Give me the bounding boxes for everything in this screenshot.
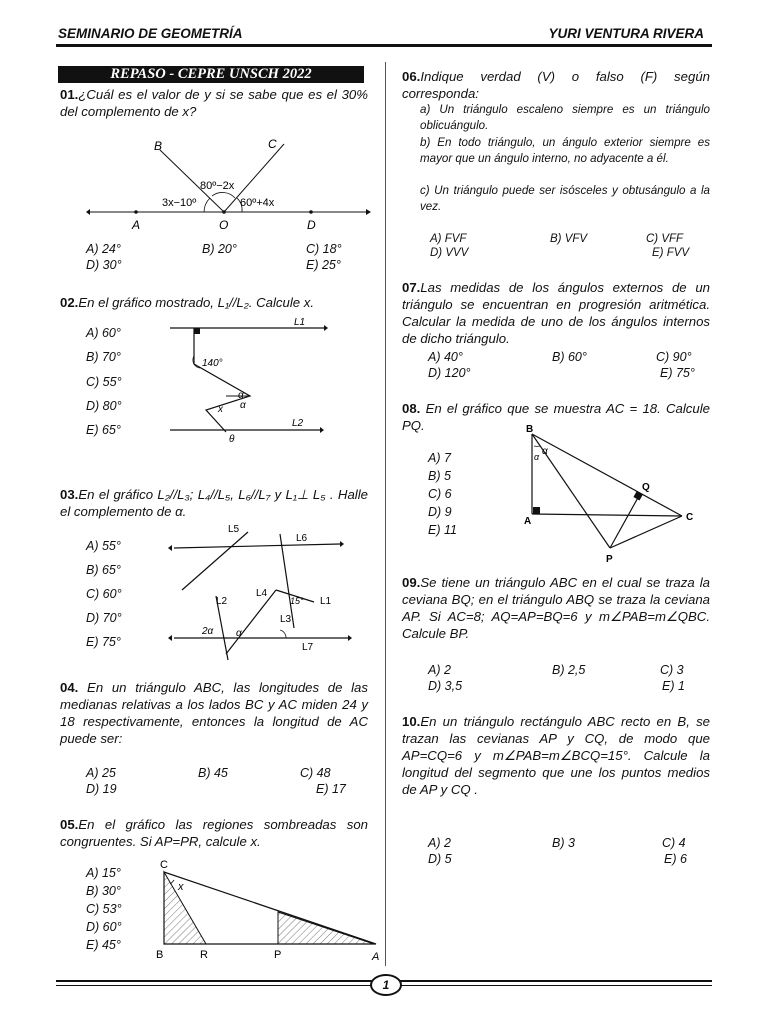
q8-side-ac — [532, 514, 682, 516]
option: D) 5 — [428, 852, 452, 866]
q5-label-b: B — [156, 949, 164, 961]
column-divider — [385, 62, 386, 966]
option: D) 19 — [86, 782, 117, 796]
question-number: 04. — [60, 680, 79, 695]
option: E) 45° — [86, 938, 121, 952]
q5-label-x: x — [178, 881, 184, 893]
question-number: 06. — [402, 69, 421, 84]
option: A) 55° — [86, 539, 121, 553]
q2-angle-140: 140° — [202, 358, 223, 369]
option: C) 6 — [428, 487, 452, 501]
option: C) 55° — [86, 375, 122, 389]
question-number: 09. — [402, 575, 421, 590]
q3-label-l2: L2 — [216, 596, 228, 607]
question-02 — [60, 294, 368, 311]
option: C) 60° — [86, 587, 122, 601]
option: E) 11 — [428, 523, 457, 537]
q2-x: x — [218, 404, 223, 415]
option: B) VFV — [550, 233, 588, 245]
q2-theta: θ — [229, 434, 235, 445]
option: E) 75° — [660, 366, 695, 380]
option: D) 3,5 — [428, 679, 463, 693]
option: D) 30° — [86, 258, 122, 272]
q2-figure — [168, 314, 328, 446]
q2-alpha: α — [238, 390, 244, 401]
q2-zigzag — [194, 328, 250, 432]
header-left: SEMINARIO DE GEOMETRÍA — [58, 26, 243, 41]
question-06 — [402, 68, 710, 102]
option: B) 2,5 — [552, 663, 586, 677]
option: A) 2 — [428, 663, 451, 677]
q3-arc — [280, 630, 286, 638]
option: E) 1 — [662, 679, 685, 693]
question-text: En el gráfico L₂//L₃; L₄//L₅, L₆//L₇ y L₁⊥ L₅ . Halle el complemento de α. — [60, 487, 368, 519]
q3-line-l4 — [226, 590, 276, 654]
q5-label-p: P — [274, 949, 282, 961]
question-10 — [402, 713, 710, 798]
q2-alpha: α — [240, 400, 246, 411]
option: B) 5 — [428, 469, 451, 483]
option: A) 15° — [86, 866, 121, 880]
option: B) 45 — [198, 766, 228, 780]
q8-label-c: C — [686, 512, 694, 523]
option: C) 90° — [656, 350, 692, 364]
question-04 — [60, 679, 368, 747]
question-number: 01. — [60, 87, 79, 102]
option: D) 9 — [428, 505, 452, 519]
question-number: 02. — [60, 295, 79, 310]
q1-label-c: C — [268, 137, 277, 151]
q5-label-a: A — [372, 951, 380, 963]
q6-statement-b: b) En todo triángulo, un ángulo exterior siempre es mayor que un ángulo interno, no adyacente a él. — [420, 136, 710, 165]
option: B) 20° — [202, 242, 237, 256]
option: D) VVV — [430, 247, 469, 259]
question-text: Las medidas de los ángulos externos de un triángulo se encuentran en progresión aritmética. Calcular la medida de uno de los ángulos internos de dicho triángulo. — [402, 280, 710, 346]
q1-label-d: D — [307, 218, 316, 232]
q2-right-angle — [194, 328, 200, 334]
question-text: En el gráfico que se muestra AC = 18. Calcule PQ. — [402, 401, 710, 433]
question-07 — [402, 279, 710, 347]
q1-point-o — [222, 210, 226, 214]
q1-angle-1: 3x−10º — [162, 197, 197, 209]
q8-label-b: B — [526, 424, 534, 435]
option: E) 75° — [86, 635, 121, 649]
q1-label-b: B — [154, 139, 163, 153]
question-text: En el gráfico mostrado, L₁//L₂. Calcule x. — [78, 295, 315, 310]
option: C) 18° — [306, 242, 342, 256]
q1-angle-3: 60º+4x — [240, 197, 275, 209]
q8-label-q: Q — [642, 482, 650, 493]
option: C) 48 — [300, 766, 331, 780]
question-number: 08. — [402, 401, 421, 416]
q3-two-alpha: 2α — [202, 626, 214, 637]
option: B) 3 — [552, 836, 575, 850]
q8-pc — [610, 516, 682, 548]
q1-point-d — [309, 210, 313, 214]
option: C) VFF — [646, 233, 684, 245]
question-01 — [60, 86, 368, 120]
q8-label-p: P — [606, 554, 613, 565]
option: D) 80° — [86, 399, 122, 413]
header-right: YURI VENTURA RIVERA — [548, 26, 704, 41]
option: B) 60° — [552, 350, 587, 364]
option: A) 2 — [428, 836, 451, 850]
q5-shaded-left — [164, 872, 206, 944]
q5-label-c: C — [160, 859, 168, 871]
q8-side-bc — [532, 434, 682, 516]
question-09 — [402, 574, 710, 642]
q2-arrow — [324, 325, 328, 331]
question-number: 03. — [60, 487, 79, 502]
option: E) 17 — [316, 782, 346, 796]
q1-point-a — [134, 210, 138, 214]
q3-arrow — [168, 635, 172, 641]
option: A) 60° — [86, 326, 121, 340]
option: E) 6 — [664, 852, 687, 866]
q3-label-l4: L4 — [256, 588, 268, 599]
option: C) 4 — [662, 836, 686, 850]
q2-label-l1: L1 — [294, 317, 306, 328]
q2-label-l2: L2 — [292, 418, 304, 429]
q1-arc — [212, 192, 235, 198]
q1-label-o: O — [219, 218, 229, 232]
q3-arrow — [168, 545, 172, 551]
q6-statement-c: c) Un triángulo puede ser isósceles y obtusángulo a la vez. — [420, 184, 710, 213]
q3-arrow — [340, 541, 344, 547]
option: C) 53° — [86, 902, 122, 916]
q6-statement-a: a) Un triángulo escaleno siempre es un triángulo oblicuángulo. — [420, 103, 710, 132]
option: B) 30° — [86, 884, 121, 898]
option: B) 70° — [86, 350, 121, 364]
q1-label-a: A — [132, 218, 141, 232]
q1-arrow — [86, 209, 90, 215]
q3-arrow — [348, 635, 352, 641]
q1-angle-2: 80º−2x — [200, 180, 235, 192]
option: E) 25° — [306, 258, 341, 272]
question-text: Se tiene un triángulo ABC en el cual se traza la ceviana BQ; en el triángulo ABQ se traza la ceviana AP. Si AC=8; AQ=AP=BQ=6 y m∠PAB=m∠QBC. Calcule BP. — [402, 575, 710, 641]
q8-label-a: A — [524, 516, 532, 527]
option: A) 7 — [428, 451, 451, 465]
question-text: Indique verdad (V) o falso (F) según corresponda: — [402, 69, 710, 101]
q1-figure — [86, 132, 372, 232]
option: C) 3 — [660, 663, 684, 677]
q3-angle-15: 15° — [290, 596, 304, 606]
option: D) 60° — [86, 920, 122, 934]
q8-pq — [610, 494, 640, 548]
section-title: REPASO - CEPRE UNSCH 2022 — [58, 66, 364, 83]
q5-label-r: R — [200, 949, 208, 961]
q3-alpha: α — [236, 628, 242, 639]
question-text: En el gráfico las regiones sombreadas son congruentes. Si AP=PR, calcule x. — [60, 817, 368, 849]
q1-arc — [204, 198, 210, 212]
question-05 — [60, 816, 368, 850]
q3-label-l3: L3 — [280, 614, 292, 625]
page-number: 1 — [370, 974, 402, 996]
q8-right-angle-a — [533, 507, 540, 514]
q3-label-l1: L1 — [320, 596, 332, 607]
q3-line-l6 — [174, 544, 340, 548]
q8-alpha: α — [542, 446, 548, 457]
question-text: En un triángulo ABC, las longitudes de las medianas relativas a los lados BC y AC miden 24 y 18 respectivamente, entonces la longitud de AC puede ser: — [60, 680, 368, 746]
question-text: En un triángulo rectángulo ABC recto en B, se trazan las cevianas AP y CQ, de modo que AP=CQ=6 y m∠PAB=m∠BCQ=15°. Calcule la longitud del segmento que une los puntos medios de AP y CQ . — [402, 714, 710, 797]
q8-figure — [516, 420, 704, 568]
q5-shaded-right — [278, 912, 374, 944]
q2-arrow — [320, 427, 324, 433]
q5-figure — [150, 852, 386, 964]
q3-line-l5 — [182, 532, 248, 590]
option: D) 70° — [86, 611, 122, 625]
question-number: 10. — [402, 714, 421, 729]
q1-arrow — [366, 209, 371, 215]
option: A) FVF — [430, 233, 467, 245]
option: E) 65° — [86, 423, 121, 437]
question-number: 07. — [402, 280, 421, 295]
q3-label-l6: L6 — [296, 533, 308, 544]
q8-alpha: α — [534, 452, 540, 462]
question-text: ¿Cuál es el valor de y si se sabe que es el 30% del complemento de x? — [60, 87, 368, 119]
question-number: 05. — [60, 817, 79, 832]
option: D) 120° — [428, 366, 471, 380]
header-rule — [56, 44, 712, 47]
question-03 — [60, 486, 368, 520]
option: A) 24° — [86, 242, 121, 256]
option: B) 65° — [86, 563, 121, 577]
q5-arc — [170, 880, 174, 884]
option: A) 40° — [428, 350, 463, 364]
q3-label-l5: L5 — [228, 524, 240, 535]
option: A) 25 — [86, 766, 116, 780]
q3-label-l7: L7 — [302, 642, 314, 653]
option: E) FVV — [652, 247, 690, 259]
q3-figure — [168, 520, 354, 662]
